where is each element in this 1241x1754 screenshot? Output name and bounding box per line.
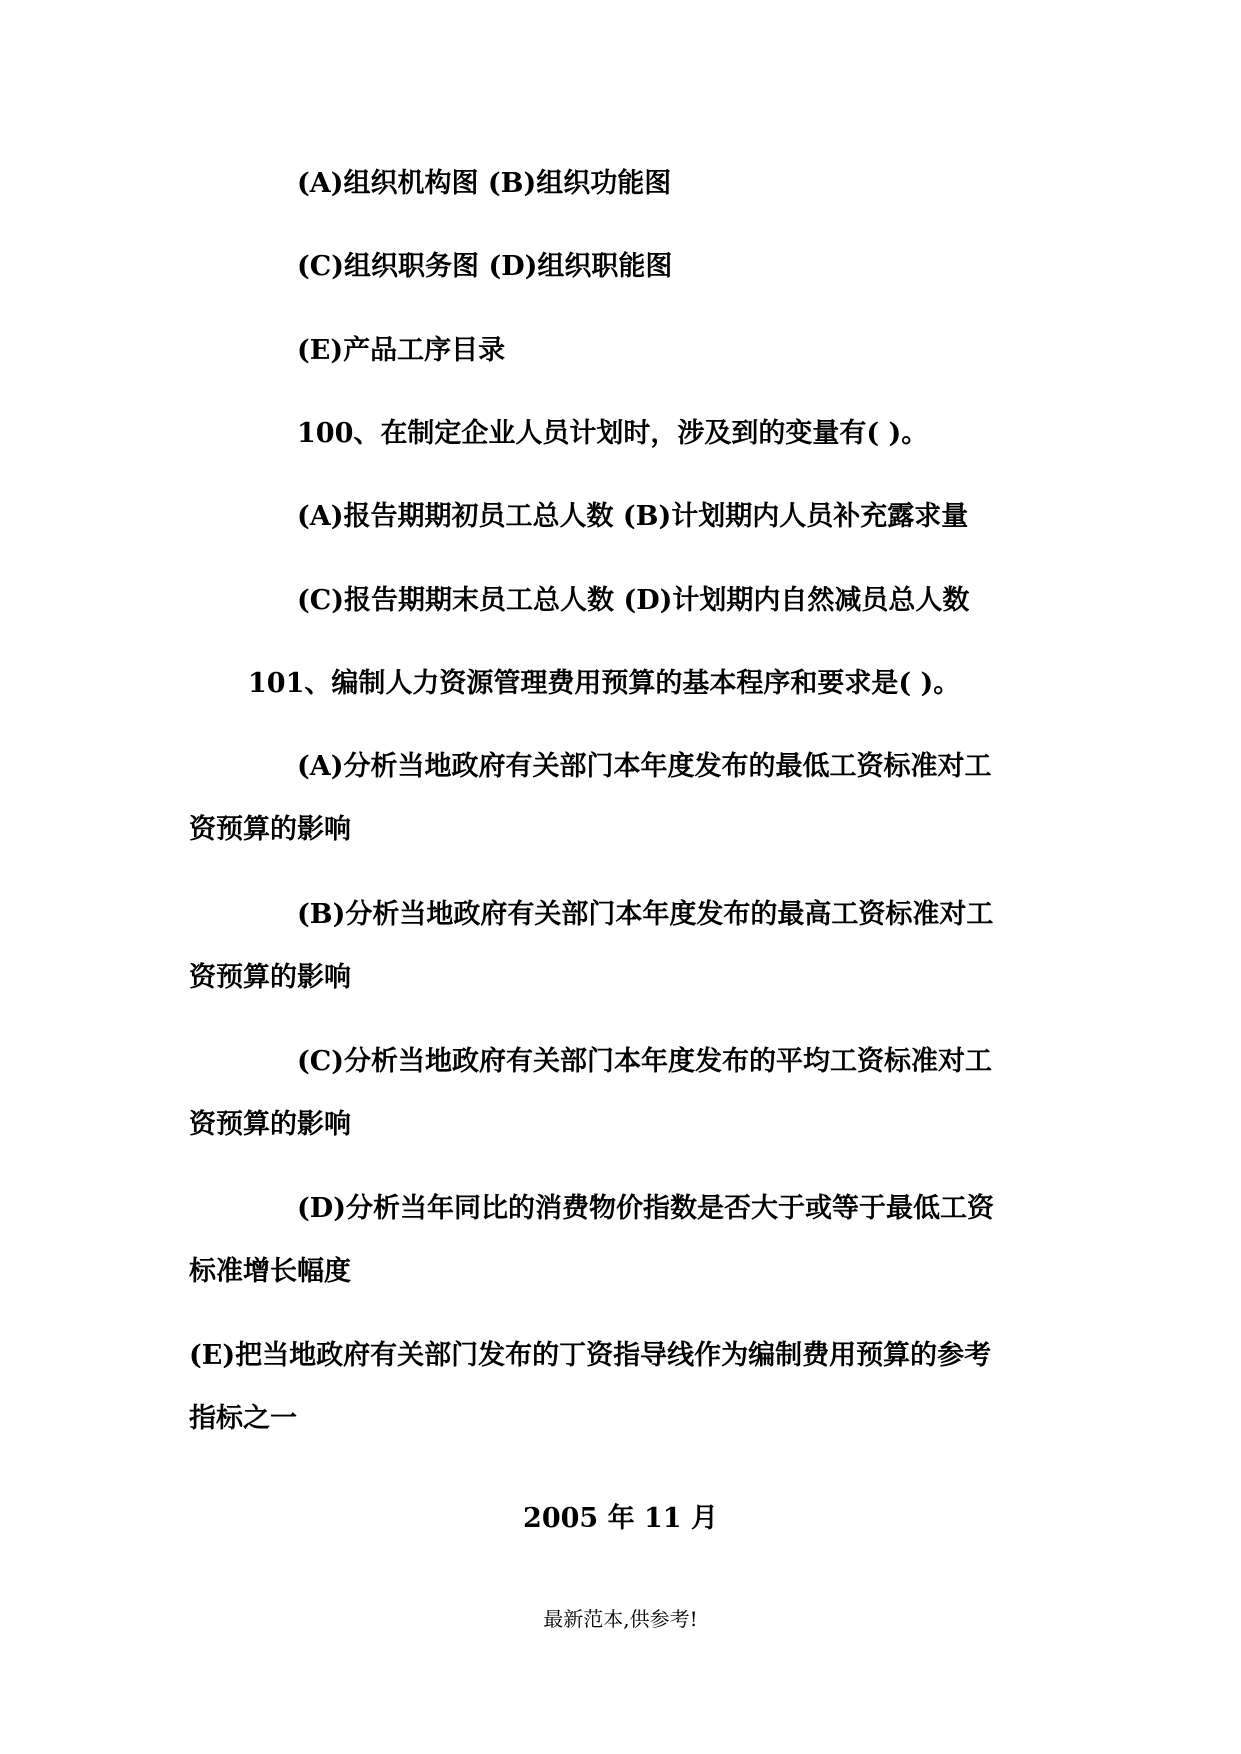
q101-option-b-line2: 资预算的影响 — [189, 962, 351, 993]
page-footer: 最新范本,供参考! — [543, 1607, 698, 1631]
q101-option-e-line1: (E)把当地政府有关部门发布的丁资指导线作为编制费用预算的参考 — [189, 1340, 992, 1371]
q101-question: 101、编制人力资源管理费用预算的基本程序和要求是( )。 — [248, 668, 961, 699]
q101-option-c-line1: (C)分析当地政府有关部门本年度发布的平均工资标准对工 — [297, 1046, 993, 1077]
q100-question: 100、在制定企业人员计划时，涉及到的变量有( )。 — [297, 418, 929, 449]
q101-option-c-line2: 资预算的影响 — [189, 1109, 351, 1140]
q100-option-ab: (A)报告期期初员工总人数 (B)计划期内人员补充露求量 — [297, 501, 969, 532]
q100-option-cd: (C)报告期期末员工总人数 (D)计划期内自然减员总人数 — [297, 585, 970, 616]
q101-option-e-line2: 指标之一 — [189, 1403, 297, 1434]
q101-option-b-line1: (B)分析当地政府有关部门本年度发布的最高工资标准对工 — [297, 899, 994, 930]
q99-option-e: (E)产品工序目录 — [297, 335, 506, 366]
document-date: 2005 年 11 月 — [523, 1503, 718, 1534]
q101-option-d-line2: 标准增长幅度 — [189, 1256, 351, 1287]
q101-option-d-line1: (D)分析当年同比的消费物价指数是否大于或等于最低工资 — [297, 1193, 994, 1224]
q101-option-a-line1: (A)分析当地政府有关部门本年度发布的最低工资标准对工 — [297, 751, 992, 782]
q101-option-a-line2: 资预算的影响 — [189, 814, 351, 845]
q99-option-ab: (A)组织机构图 (B)组织功能图 — [297, 168, 672, 199]
q99-option-cd: (C)组织职务图 (D)组织职能图 — [297, 251, 673, 282]
